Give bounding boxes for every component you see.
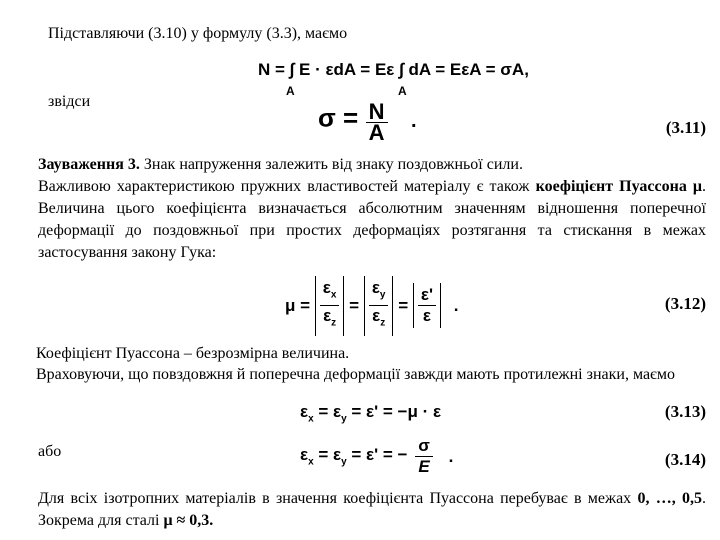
remark-text-a: Важливою характеристикою пружних властивостей матеріалу є також	[38, 178, 536, 195]
eq313-rest: = ε' = −μ · ε	[346, 402, 442, 421]
eq312-mu: μ =	[285, 295, 311, 315]
eq314-mid: = ε	[313, 445, 342, 465]
eq312-eq2: =	[398, 295, 409, 315]
opposite-signs-paragraph: Враховуючи, що повздовжня й поперечна деформації завжди мають протилежні знаки, маємо	[36, 366, 676, 383]
equation-3-12	[285, 276, 458, 336]
eq314-denominator: E	[418, 457, 430, 476]
final-text-a: Для всіх ізотропних матеріалів в значення коефіцієнта Пуассона перебуває в межах	[38, 490, 638, 507]
final-text-c: . Зокрема для сталі	[38, 490, 707, 529]
eq312-m1-b: ε	[323, 306, 332, 326]
eq314-eps: ε	[300, 445, 309, 465]
eq312-det2	[364, 276, 394, 336]
equation-3-13	[300, 402, 441, 424]
eq314-tail: .	[448, 446, 454, 466]
eq-label-3-14: (3.14)	[664, 450, 706, 469]
abo-text: або	[38, 443, 62, 460]
eq311-fraction	[366, 99, 388, 145]
equation-3-14	[300, 436, 453, 477]
remark-line1: Знак напруження залежить від знаку поздовжньої сили.	[139, 156, 523, 173]
eq311-lhs: σ =	[318, 102, 359, 133]
eq312-m1-bs: z	[331, 317, 337, 329]
eq314-sub-x: x	[308, 456, 314, 468]
eq311-tail: .	[411, 109, 417, 132]
remark-paragraph	[38, 154, 706, 264]
eq312-m3-b: ε	[422, 306, 431, 326]
remark-lead: Зауваження 3.	[38, 156, 140, 173]
remark-text-b: . Величина цього коефіцієнта визначається абсолютним значенням відношення поперечної деформації до поздовжньої при простих деформаціях розтягання та стискання в межах застосування закону Гука:	[38, 178, 706, 261]
final-paragraph	[38, 488, 706, 532]
eq313-sub-y: y	[341, 413, 347, 425]
poisson-dimensionless-text: Коефіцієнт Пуассона – безрозмірна величина.	[36, 345, 350, 362]
eq312-m2-b: ε	[372, 306, 381, 326]
eq313-sub-x: x	[308, 413, 314, 425]
intro-text: Підставляючи (3.10) у формулу (3.3), маємо	[48, 25, 348, 42]
eq312-det3	[413, 283, 441, 328]
equation-3-11	[318, 99, 417, 145]
eq312-m2-a: ε	[371, 278, 380, 297]
integral-limit-2: A	[398, 84, 407, 98]
eq-label-3-13: (3.13)	[664, 402, 706, 421]
zvidsy-text: звідси	[48, 93, 91, 110]
integral-limit-1: A	[286, 84, 295, 98]
eq-label-3-12: (3.12)	[664, 294, 706, 313]
eq313-mid: = ε	[313, 402, 342, 421]
remark-bold-term: коефіцієнт Пуассона μ	[535, 178, 702, 195]
eq312-tail: .	[453, 295, 459, 315]
eq311-numerator: N	[366, 102, 388, 123]
eq312-m2-as: y	[379, 289, 386, 301]
eq-label-3-11: (3.11)	[665, 118, 706, 137]
eq312-eq1: =	[349, 295, 360, 315]
integral-equation-text: N = ∫ E · εdA = Eε ∫ dA = EεA = σA,	[258, 60, 529, 79]
integral-equation	[258, 60, 529, 80]
eq314-rest: = ε' = −	[346, 445, 408, 465]
final-steel-value: μ ≈ 0,3.	[163, 512, 214, 529]
eq313-eps: ε	[300, 402, 309, 421]
eq314-numerator: σ	[415, 436, 433, 457]
eq312-m1-as: x	[330, 289, 337, 301]
eq311-denominator: A	[368, 120, 385, 145]
final-range: 0, …, 0,5	[637, 490, 703, 507]
eq312-m1-a: ε	[322, 278, 331, 297]
eq312-m2-bs: z	[380, 317, 386, 329]
eq312-det1	[315, 276, 345, 336]
eq314-fraction	[415, 436, 433, 477]
eq312-m3-a: ε'	[418, 285, 436, 306]
eq314-sub-y: y	[341, 456, 347, 468]
